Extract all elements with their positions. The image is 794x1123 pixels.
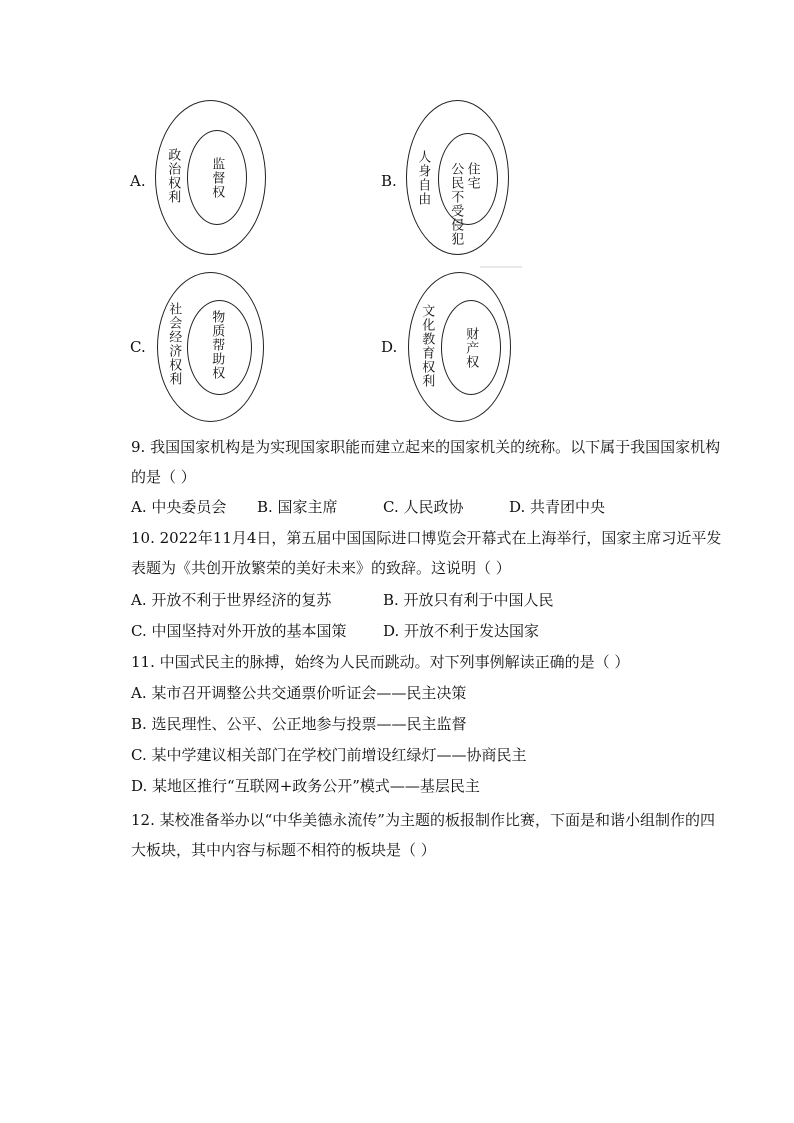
divider-artifact <box>480 266 522 268</box>
inner-label: 财产权 <box>463 327 479 369</box>
option-letter: C. <box>130 338 146 356</box>
question-10-line2: 表题为《共创开放繁荣的美好未来》的致辞。这说明（ ） <box>131 559 511 577</box>
question-9-line2: 的是（ ） <box>131 468 196 486</box>
q11-option-b[interactable]: B. 选民理性、公平、公正地参与投票——民主监督 <box>131 715 467 733</box>
option-letter: B. <box>381 172 397 190</box>
question-10-line1: 10. 2022年11月4日，第五届中国国际进口博览会开幕式在上海举行，国家主席习近平发 <box>131 529 722 547</box>
question-11-line1: 11. 中国式民主的脉搏，始终为人民而跳动。对下列事例解读正确的是（ ） <box>131 653 630 671</box>
option-letter: D. <box>381 338 398 356</box>
inner-label-col2: 公民不受侵犯 <box>448 162 464 246</box>
q10-option-b[interactable]: B. 开放只有利于中国人民 <box>383 591 554 609</box>
q10-option-a[interactable]: A. 开放不利于世界经济的复苏 <box>131 591 332 609</box>
option-letter: A. <box>130 172 146 190</box>
outer-label: 人身自由 <box>415 150 431 206</box>
diagram-b[interactable] <box>381 100 521 260</box>
question-9-line1: 9. 我国国家机构是为实现国家职能而建立起来的国家机关的统称。以下属于我国国家机构 <box>131 438 721 456</box>
q11-option-d[interactable]: D. 某地区推行“互联网+政务公开”模式——基层民主 <box>131 777 480 795</box>
inner-label: 物质帮助权 <box>209 310 225 380</box>
q10-option-c[interactable]: C. 中国坚持对外开放的基本国策 <box>131 622 347 640</box>
inner-label <box>448 162 479 246</box>
outer-label: 社会经济权利 <box>166 302 182 386</box>
inner-label: 监督权 <box>209 157 225 199</box>
diagram-d[interactable] <box>381 272 521 432</box>
q9-option-c[interactable]: C. 人民政协 <box>383 498 464 516</box>
q10-option-d[interactable]: D. 开放不利于发达国家 <box>383 622 540 640</box>
diagram-c[interactable] <box>130 272 270 432</box>
q9-option-d[interactable]: D. 共青团中央 <box>509 498 606 516</box>
q11-option-c[interactable]: C. 某中学建议相关部门在学校门前增设红绿灯——协商民主 <box>131 746 527 764</box>
outer-label: 文化教育权利 <box>419 304 435 388</box>
outer-label: 政治权利 <box>165 148 181 204</box>
question-12-line1: 12. 某校准备举办以“中华美德永流传”为主题的板报制作比赛，下面是和谐小组制作的四 <box>131 811 715 829</box>
diagram-a[interactable] <box>130 100 270 260</box>
q9-option-b[interactable]: B. 国家主席 <box>257 498 338 516</box>
inner-label-col1: 住宅 <box>464 162 480 190</box>
q9-option-a[interactable]: A. 中央委员会 <box>131 498 227 516</box>
question-12-line2: 大板块，其中内容与标题不相符的板块是（ ） <box>131 841 436 859</box>
q11-option-a[interactable]: A. 某市召开调整公共交通票价听证会——民主决策 <box>131 684 467 702</box>
